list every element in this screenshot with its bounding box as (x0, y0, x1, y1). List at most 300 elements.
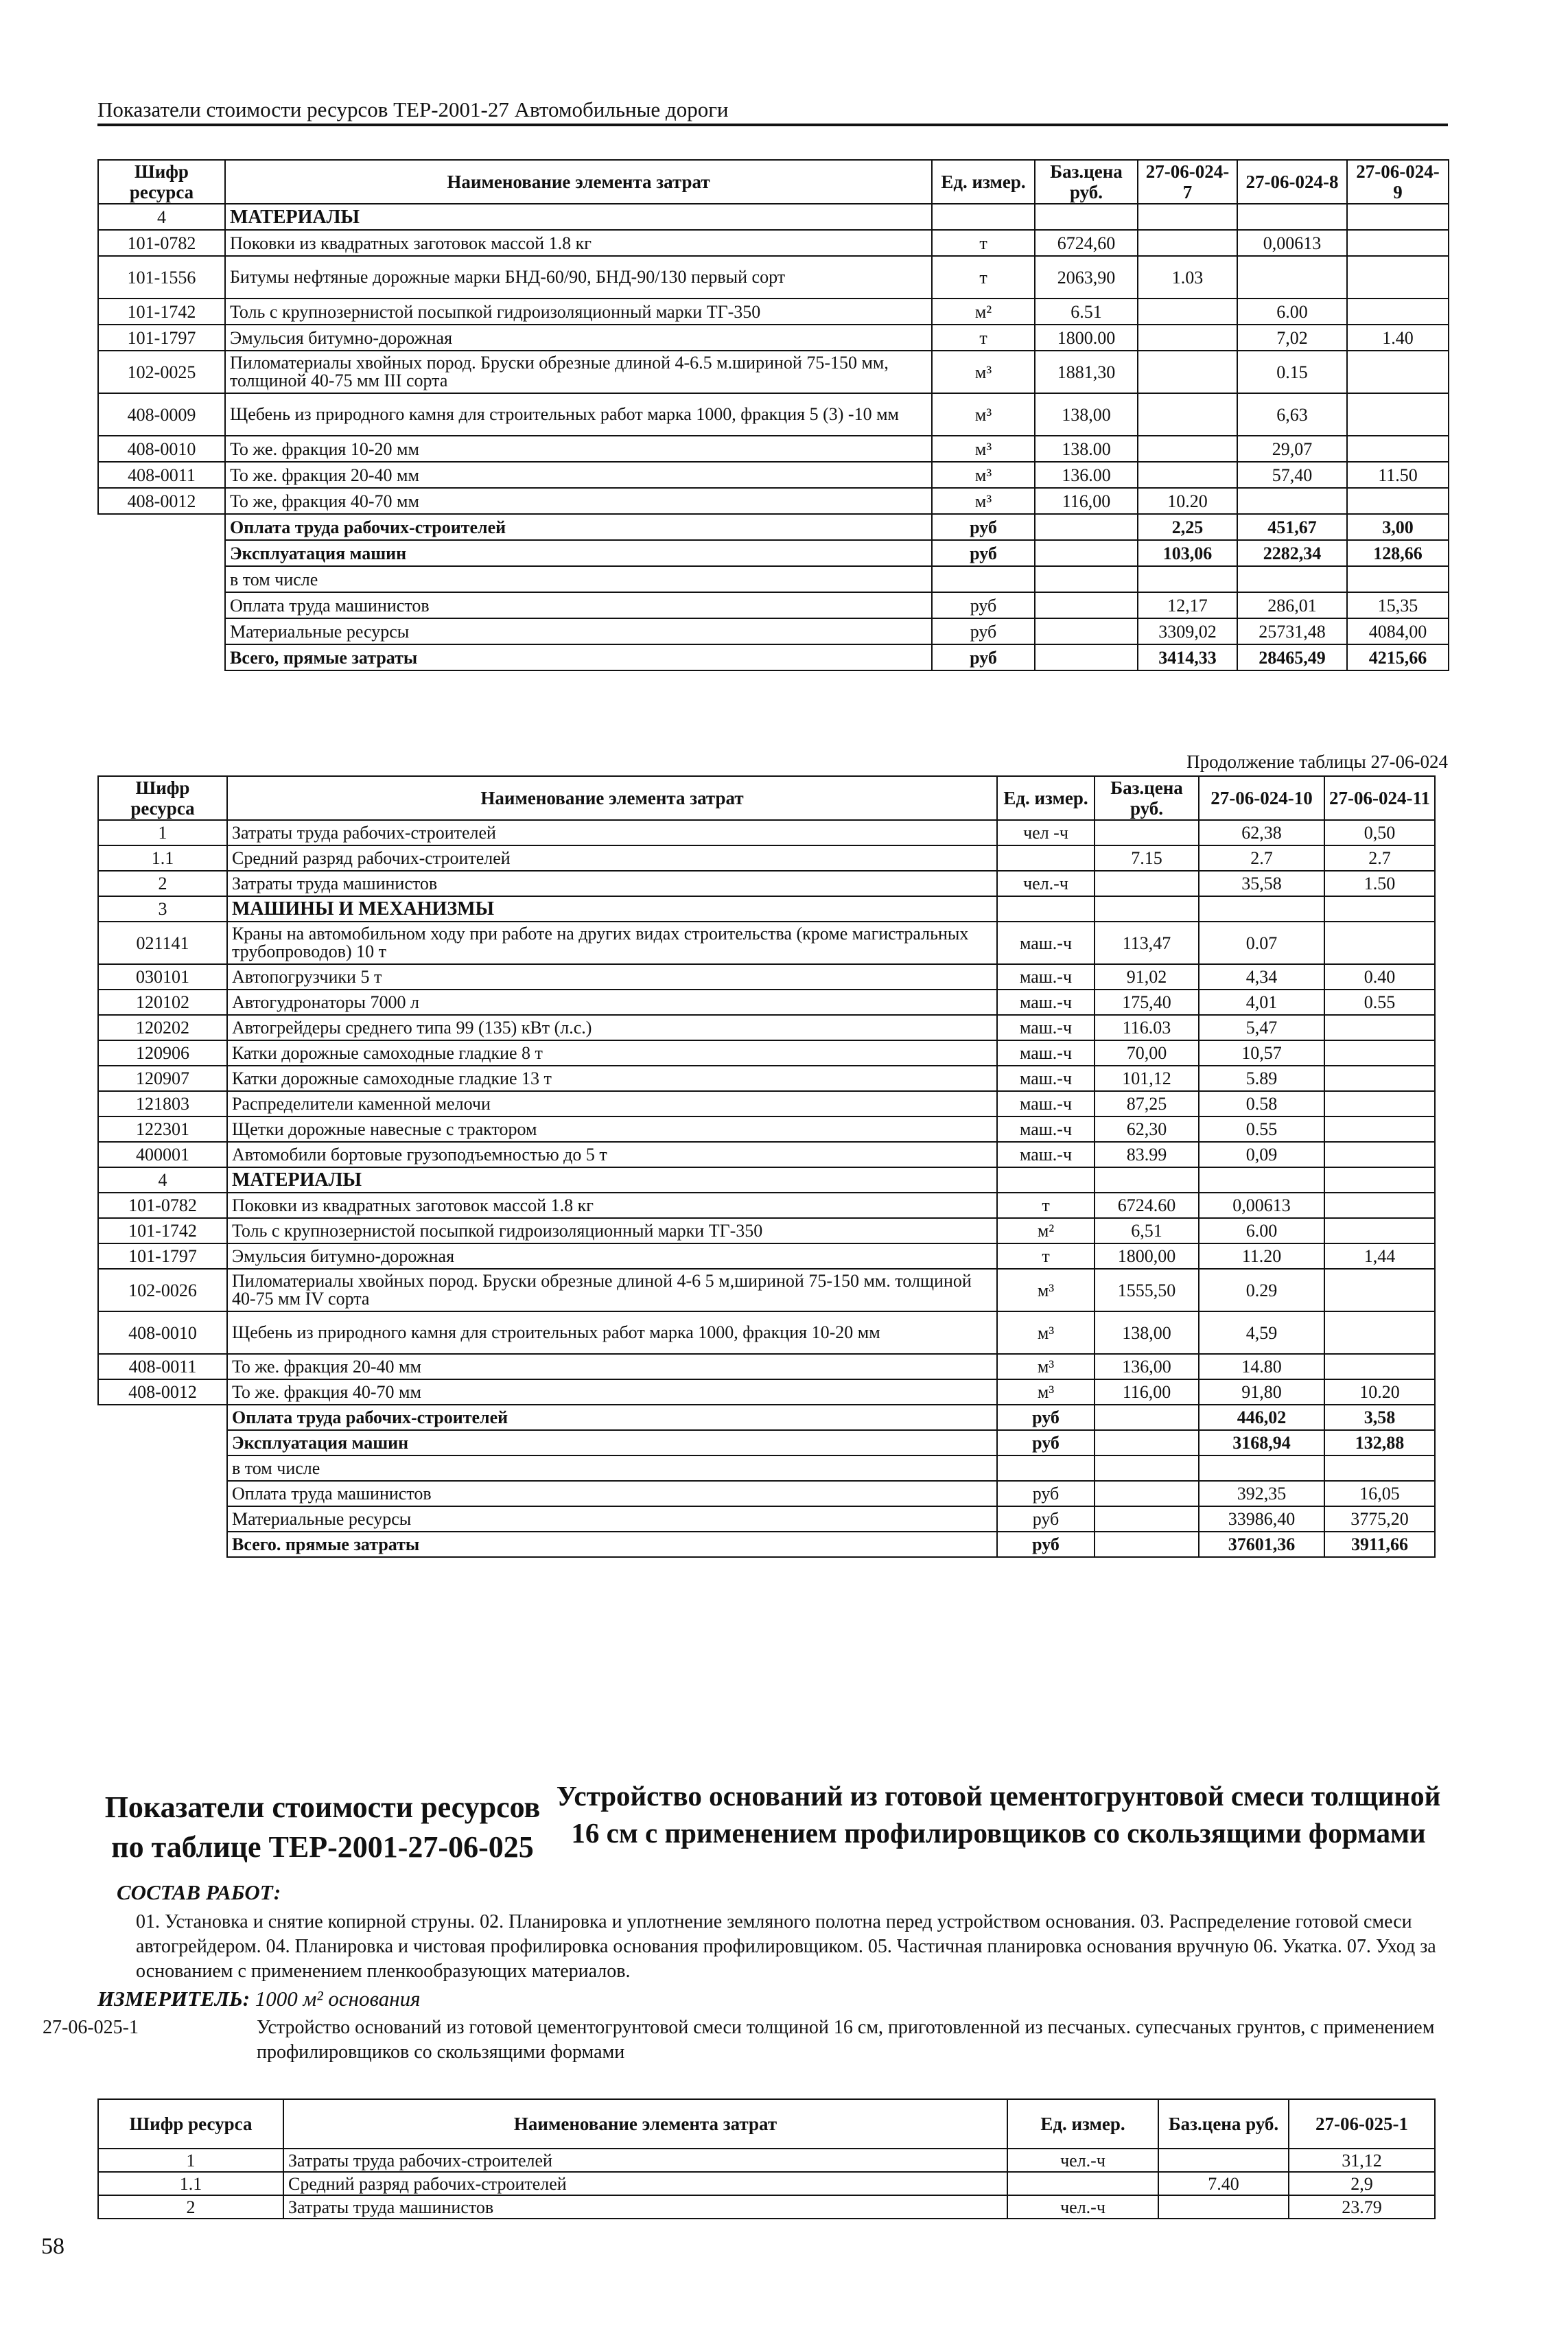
norm-value: 0.58 (1199, 1091, 1324, 1116)
norm-value (1324, 1311, 1435, 1354)
column-header: Наименование элемента затрат (225, 160, 932, 204)
unit: м³ (932, 351, 1035, 393)
base-price (1035, 618, 1138, 644)
resource-name: То же. фракция 10-20 мм (225, 436, 932, 462)
norm-value (1324, 1354, 1435, 1379)
table-row (98, 1379, 1435, 1405)
base-price (1035, 540, 1138, 566)
resource-name: Эксплуатация машин (225, 540, 932, 566)
table-row (98, 922, 1435, 964)
table-row (98, 1269, 1435, 1311)
resource-code: 120102 (98, 990, 227, 1015)
table-row (98, 462, 1449, 488)
table-row (98, 1142, 1435, 1167)
norm-value (1347, 256, 1449, 299)
norm-value: 3,58 (1324, 1405, 1435, 1430)
norm-value: 6.00 (1199, 1218, 1324, 1243)
table-row (98, 871, 1435, 896)
table-row (98, 2149, 1435, 2172)
norm-value: 0.15 (1237, 351, 1347, 393)
norm-value: 0,00613 (1199, 1193, 1324, 1218)
base-price: 83.99 (1095, 1142, 1199, 1167)
resource-code: 408-0011 (98, 462, 225, 488)
continuation-label: Продолжение таблицы 27-06-024 (1186, 751, 1448, 772)
resource-name: Затраты труда рабочих-строителей (283, 2149, 1007, 2172)
base-price: 101,12 (1095, 1066, 1199, 1091)
resource-code: 120202 (98, 1015, 227, 1040)
norm-value: 7,02 (1237, 325, 1347, 351)
unit: т (932, 325, 1035, 351)
unit: чел.-ч (1007, 2149, 1158, 2172)
norm-value (1324, 1455, 1435, 1481)
norm-value: 0.29 (1199, 1269, 1324, 1311)
resource-name: Эмульсия битумно-дорожная (225, 325, 932, 351)
resource-name: МАТЕРИАЛЫ (225, 204, 932, 230)
table-row (98, 204, 1449, 230)
code-line-description: Устройство оснований из готовой цементогрунтовой смеси толщиной 16 см, приготовленной из песчаных. супесчаных грунтов, с применением профилировщиков со скользящими формами (257, 2017, 1435, 2063)
norm-value (1324, 1269, 1435, 1311)
resource-code: 408-0011 (98, 1354, 227, 1379)
unit: руб (997, 1532, 1095, 1557)
norm-value: 103,06 (1138, 540, 1237, 566)
meter-label: ИЗМЕРИТЕЛЬ: (97, 1987, 250, 2011)
column-header: 27-06-024-7 (1138, 160, 1237, 204)
unit: чел.-ч (997, 871, 1095, 896)
unit: руб (932, 618, 1035, 644)
resource-code (98, 514, 225, 540)
norm-value: 25731,48 (1237, 618, 1347, 644)
unit (997, 1167, 1095, 1193)
norm-value: 4084,00 (1347, 618, 1449, 644)
resource-code: 1 (98, 820, 227, 845)
resource-code (98, 1506, 227, 1532)
norm-value (1138, 299, 1237, 325)
norm-value (1347, 393, 1449, 436)
unit: маш.-ч (997, 1116, 1095, 1142)
table-row (98, 845, 1435, 871)
table-row (98, 1506, 1435, 1532)
norm-value: 286,01 (1237, 592, 1347, 618)
unit: т (932, 230, 1035, 256)
norm-value (1324, 1040, 1435, 1066)
column-header: 27-06-024-8 (1237, 160, 1347, 204)
column-header: 27-06-024-9 (1347, 160, 1449, 204)
norm-value: 3,00 (1347, 514, 1449, 540)
unit: руб (997, 1506, 1095, 1532)
table-row (98, 436, 1449, 462)
resource-name: Затраты труда машинистов (283, 2195, 1007, 2219)
resource-name: Средний разряд рабочих-строителей (227, 845, 997, 871)
resource-code: 122301 (98, 1116, 227, 1142)
column-header: Шифр ресурса (98, 2099, 283, 2149)
header-rule (97, 124, 1448, 126)
norm-value: 4215,66 (1347, 644, 1449, 670)
base-price (1095, 896, 1199, 922)
table-row (98, 1481, 1435, 1506)
norm-value: 3309,02 (1138, 618, 1237, 644)
norm-value: 10.20 (1138, 488, 1237, 514)
unit: м³ (932, 462, 1035, 488)
unit: м³ (932, 488, 1035, 514)
unit (997, 845, 1095, 871)
norm-value (1324, 1167, 1435, 1193)
base-price: 136,00 (1095, 1354, 1199, 1379)
resource-name: То же. фракция 40-70 мм (227, 1379, 997, 1405)
norm-value (1347, 566, 1449, 592)
base-price (1095, 1506, 1199, 1532)
base-price: 6.51 (1035, 299, 1138, 325)
base-price (1035, 204, 1138, 230)
table-row (98, 2195, 1435, 2219)
norm-value (1324, 1116, 1435, 1142)
resource-name: Автогрейдеры среднего типа 99 (135) кВт (л.с.) (227, 1015, 997, 1040)
norm-value: 62,38 (1199, 820, 1324, 845)
base-price: 1881,30 (1035, 351, 1138, 393)
resource-name: Материальные ресурсы (227, 1506, 997, 1532)
base-price (1095, 1481, 1199, 1506)
norm-value: 10.20 (1324, 1379, 1435, 1405)
works-heading: СОСТАВ РАБОТ: (117, 1880, 281, 1904)
unit: маш.-ч (997, 1142, 1095, 1167)
table-row (98, 488, 1449, 514)
column-header: Баз.цена руб. (1158, 2099, 1289, 2149)
norm-value: 14.80 (1199, 1354, 1324, 1379)
norm-value: 446,02 (1199, 1405, 1324, 1430)
resource-name: Затраты труда машинистов (227, 871, 997, 896)
norm-value: 37601,36 (1199, 1532, 1324, 1557)
norm-value: 2,25 (1138, 514, 1237, 540)
column-header: Ед. измер. (932, 160, 1035, 204)
resource-code: 101-1742 (98, 1218, 227, 1243)
resource-name: Эмульсия битумно-дорожная (227, 1243, 997, 1269)
resource-name: Автогудронаторы 7000 л (227, 990, 997, 1015)
code-line-code: 27-06-025-1 (43, 2017, 139, 2038)
table-row (98, 393, 1449, 436)
norm-value (1237, 204, 1347, 230)
norm-value: 0.55 (1324, 990, 1435, 1015)
norm-value: 2.7 (1324, 845, 1435, 871)
resource-code (98, 1430, 227, 1455)
unit: м³ (997, 1354, 1095, 1379)
norm-value: 1.40 (1347, 325, 1449, 351)
norm-value: 451,67 (1237, 514, 1347, 540)
norm-value: 3168,94 (1199, 1430, 1324, 1455)
unit: маш.-ч (997, 1066, 1095, 1091)
column-header: Ед. измер. (997, 776, 1095, 820)
unit: чел -ч (997, 820, 1095, 845)
norm-value: 4,01 (1199, 990, 1324, 1015)
resource-code (98, 618, 225, 644)
table-row (98, 299, 1449, 325)
base-price (1095, 1455, 1199, 1481)
unit: руб (997, 1430, 1095, 1455)
resource-name: То же. фракция 20-40 мм (225, 462, 932, 488)
base-price: 116,00 (1095, 1379, 1199, 1405)
resource-code: 101-0782 (98, 1193, 227, 1218)
resource-code (98, 1481, 227, 1506)
table-row (98, 1455, 1435, 1481)
resource-table-025-1 (97, 2098, 1436, 2219)
norm-value: 2,9 (1289, 2172, 1435, 2195)
norm-value: 35,58 (1199, 871, 1324, 896)
unit: руб (997, 1481, 1095, 1506)
section-left-title: Показатели стоимости ресурсов по таблице ТЕР-2001-27-06-025 (104, 1790, 541, 1864)
resource-code: 121803 (98, 1091, 227, 1116)
resource-code: 1 (98, 2149, 283, 2172)
table-row (98, 964, 1435, 990)
resource-name: Поковки из квадратных заготовок массой 1.8 кг (227, 1193, 997, 1218)
norm-value (1138, 230, 1237, 256)
resource-name: Краны на автомобильном ходу при работе на других видах строительства (кроме магистральных трубопроводов) 10 т (227, 922, 997, 964)
table-row (98, 566, 1449, 592)
norm-value: 1.03 (1138, 256, 1237, 299)
norm-value: 11.50 (1347, 462, 1449, 488)
unit: маш.-ч (997, 990, 1095, 1015)
table-row (98, 1091, 1435, 1116)
column-header: Наименование элемента затрат (227, 776, 997, 820)
norm-value (1138, 204, 1237, 230)
norm-value: 3911,66 (1324, 1532, 1435, 1557)
resource-code: 101-1797 (98, 325, 225, 351)
page-number: 58 (41, 2234, 65, 2259)
table-row (98, 1405, 1435, 1430)
table-row (98, 644, 1449, 670)
base-price: 7.40 (1158, 2172, 1289, 2195)
resource-name: То же. фракция 20-40 мм (227, 1354, 997, 1379)
norm-value: 132,88 (1324, 1430, 1435, 1455)
base-price: 116,00 (1035, 488, 1138, 514)
norm-value: 1,44 (1324, 1243, 1435, 1269)
resource-code: 1.1 (98, 2172, 283, 2195)
norm-value: 5.89 (1199, 1066, 1324, 1091)
unit: чел.-ч (1007, 2195, 1158, 2219)
unit: маш.-ч (997, 1015, 1095, 1040)
table-row (98, 896, 1435, 922)
table-row (98, 1116, 1435, 1142)
norm-value (1347, 204, 1449, 230)
unit: т (997, 1193, 1095, 1218)
resource-code: 4 (98, 1167, 227, 1193)
norm-value: 11.20 (1199, 1243, 1324, 1269)
norm-value (1347, 351, 1449, 393)
resource-code: 408-0012 (98, 1379, 227, 1405)
norm-value (1324, 1066, 1435, 1091)
norm-value (1199, 896, 1324, 922)
norm-value: 6,63 (1237, 393, 1347, 436)
base-price: 6,51 (1095, 1218, 1199, 1243)
table-row (98, 540, 1449, 566)
resource-name: Толь с крупнозернистой посыпкой гидроизоляционный марки ТГ-350 (227, 1218, 997, 1243)
norm-value (1347, 436, 1449, 462)
table-row (98, 1430, 1435, 1455)
base-price (1158, 2149, 1289, 2172)
norm-value: 2.7 (1199, 845, 1324, 871)
base-price: 6724,60 (1035, 230, 1138, 256)
norm-value: 91,80 (1199, 1379, 1324, 1405)
table-row (98, 1193, 1435, 1218)
resource-name: МАШИНЫ И МЕХАНИЗМЫ (227, 896, 997, 922)
norm-value (1324, 1015, 1435, 1040)
base-price: 1555,50 (1095, 1269, 1199, 1311)
unit (997, 896, 1095, 922)
unit: м³ (932, 393, 1035, 436)
resource-name: Щебень из природного камня для строительных работ марка 1000, фракция 10-20 мм (227, 1311, 997, 1354)
norm-value: 1.50 (1324, 871, 1435, 896)
base-price (1035, 566, 1138, 592)
norm-value: 16,05 (1324, 1481, 1435, 1506)
resource-code: 408-0012 (98, 488, 225, 514)
resource-code (98, 1455, 227, 1481)
norm-value: 128,66 (1347, 540, 1449, 566)
resource-name: Толь с крупнозернистой посыпкой гидроизоляционный марки ТГ-350 (225, 299, 932, 325)
resource-name: Всего. прямые затраты (227, 1532, 997, 1557)
norm-value: 0.55 (1199, 1116, 1324, 1142)
base-price: 116.03 (1095, 1015, 1199, 1040)
norm-value: 0,00613 (1237, 230, 1347, 256)
resource-code: 400001 (98, 1142, 227, 1167)
unit (1007, 2172, 1158, 2195)
unit: маш.-ч (997, 922, 1095, 964)
unit: т (997, 1243, 1095, 1269)
unit: руб (932, 514, 1035, 540)
resource-name: Оплата труда рабочих-строителей (227, 1405, 997, 1430)
resource-code: 101-1742 (98, 299, 225, 325)
column-header: 27-06-025-1 (1289, 2099, 1435, 2149)
table-row (98, 1311, 1435, 1354)
norm-value (1347, 299, 1449, 325)
resource-code: 120906 (98, 1040, 227, 1066)
resource-name: Автопогрузчики 5 т (227, 964, 997, 990)
resource-name: Пиломатериалы хвойных пород. Бруски обрезные длиной 4-6.5 м.шириной 75-150 мм, толщиной 40-75 мм III сорта (225, 351, 932, 393)
section-right-title: Устройство оснований из готовой цементогрунтовой смеси толщиной 16 см с применением профилировщиков со скользящими формами (556, 1780, 1441, 1849)
norm-value (1199, 1167, 1324, 1193)
norm-value (1324, 1142, 1435, 1167)
base-price: 62,30 (1095, 1116, 1199, 1142)
resource-code: 2 (98, 871, 227, 896)
column-header: Шифр ресурса (98, 776, 227, 820)
norm-value (1138, 566, 1237, 592)
base-price: 7.15 (1095, 845, 1199, 871)
resource-name: Оплата труда машинистов (227, 1481, 997, 1506)
base-price: 138,00 (1035, 393, 1138, 436)
resource-name: Щебень из природного камня для строительных работ марка 1000, фракция 5 (3) -10 мм (225, 393, 932, 436)
page-header: Показатели стоимости ресурсов ТЕР-2001-27 Автомобильные дороги (97, 97, 729, 121)
base-price (1095, 820, 1199, 845)
resource-code: 3 (98, 896, 227, 922)
norm-value (1138, 436, 1237, 462)
resource-name: Поковки из квадратных заготовок массой 1.8 кг (225, 230, 932, 256)
resource-code (98, 540, 225, 566)
resource-name: Катки дорожные самоходные гладкие 8 т (227, 1040, 997, 1066)
resource-name: То же, фракция 40-70 мм (225, 488, 932, 514)
norm-value: 12,17 (1138, 592, 1237, 618)
norm-value: 15,35 (1347, 592, 1449, 618)
column-header: Шифр ресурса (98, 160, 225, 204)
norm-value: 29,07 (1237, 436, 1347, 462)
unit: маш.-ч (997, 1091, 1095, 1116)
unit: руб (932, 644, 1035, 670)
column-header: Наименование элемента затрат (283, 2099, 1007, 2149)
unit: м³ (932, 436, 1035, 462)
resource-name: Всего, прямые затраты (225, 644, 932, 670)
norm-value: 0.07 (1199, 922, 1324, 964)
norm-value (1324, 922, 1435, 964)
base-price (1095, 1430, 1199, 1455)
table-row (98, 256, 1449, 299)
base-price: 6724.60 (1095, 1193, 1199, 1218)
resource-code (98, 592, 225, 618)
table-row (98, 1015, 1435, 1040)
table-row (98, 990, 1435, 1015)
unit (932, 204, 1035, 230)
resource-name: Автомобили бортовые грузоподъемностью до 5 т (227, 1142, 997, 1167)
meter (97, 1987, 421, 2011)
norm-value (1324, 1091, 1435, 1116)
resource-code: 408-0009 (98, 393, 225, 436)
table-row (98, 351, 1449, 393)
table-row (98, 514, 1449, 540)
norm-value (1138, 351, 1237, 393)
unit (932, 566, 1035, 592)
resource-code: 101-0782 (98, 230, 225, 256)
norm-value: 23.79 (1289, 2195, 1435, 2219)
unit: м³ (997, 1311, 1095, 1354)
resource-table-024-7-9 (97, 159, 1449, 671)
resource-code: 021141 (98, 922, 227, 964)
table-row (98, 1066, 1435, 1091)
unit: м³ (997, 1379, 1095, 1405)
works-text: 01. Установка и снятие копирной струны. 02. Планировка и уплотнение земляного полотна перед устройством основания. 03. Распределение готовой смеси автогрейдером. 04. Планировка и чистовая профилировка основания профилировщиком. 05. Частичная планировка основания вручную 06. Укатка. 07. Уход за основанием с применением пленкообразующих материалов. (136, 1911, 1436, 1982)
table-row (98, 820, 1435, 845)
base-price: 138.00 (1035, 436, 1138, 462)
resource-name: Распределители каменной мелочи (227, 1091, 997, 1116)
resource-code: 102-0025 (98, 351, 225, 393)
resource-code (98, 644, 225, 670)
resource-name: Битумы нефтяные дорожные марки БНД-60/90, БНД-90/130 первый сорт (225, 256, 932, 299)
column-header: Ед. измер. (1007, 2099, 1158, 2149)
column-header: Баз.цена руб. (1035, 160, 1138, 204)
norm-value: 4,34 (1199, 964, 1324, 990)
base-price: 1800,00 (1095, 1243, 1199, 1269)
norm-value (1199, 1455, 1324, 1481)
table-row (98, 1218, 1435, 1243)
resource-code: 101-1556 (98, 256, 225, 299)
base-price (1035, 644, 1138, 670)
unit: т (932, 256, 1035, 299)
table-row (98, 1040, 1435, 1066)
resource-code: 101-1797 (98, 1243, 227, 1269)
norm-value: 2282,34 (1237, 540, 1347, 566)
base-price: 175,40 (1095, 990, 1199, 1015)
table-row (98, 592, 1449, 618)
base-price: 70,00 (1095, 1040, 1199, 1066)
resource-name: Оплата труда машинистов (225, 592, 932, 618)
resource-code: 2 (98, 2195, 283, 2219)
resource-code: 408-0010 (98, 436, 225, 462)
base-price (1095, 1532, 1199, 1557)
table-row (98, 325, 1449, 351)
norm-value: 57,40 (1237, 462, 1347, 488)
unit: руб (932, 540, 1035, 566)
base-price (1095, 1405, 1199, 1430)
base-price: 113,47 (1095, 922, 1199, 964)
table-row (98, 230, 1449, 256)
resource-code: 408-0010 (98, 1311, 227, 1354)
table-row (98, 1167, 1435, 1193)
norm-value: 0,50 (1324, 820, 1435, 845)
norm-value: 0.40 (1324, 964, 1435, 990)
norm-value: 10,57 (1199, 1040, 1324, 1066)
